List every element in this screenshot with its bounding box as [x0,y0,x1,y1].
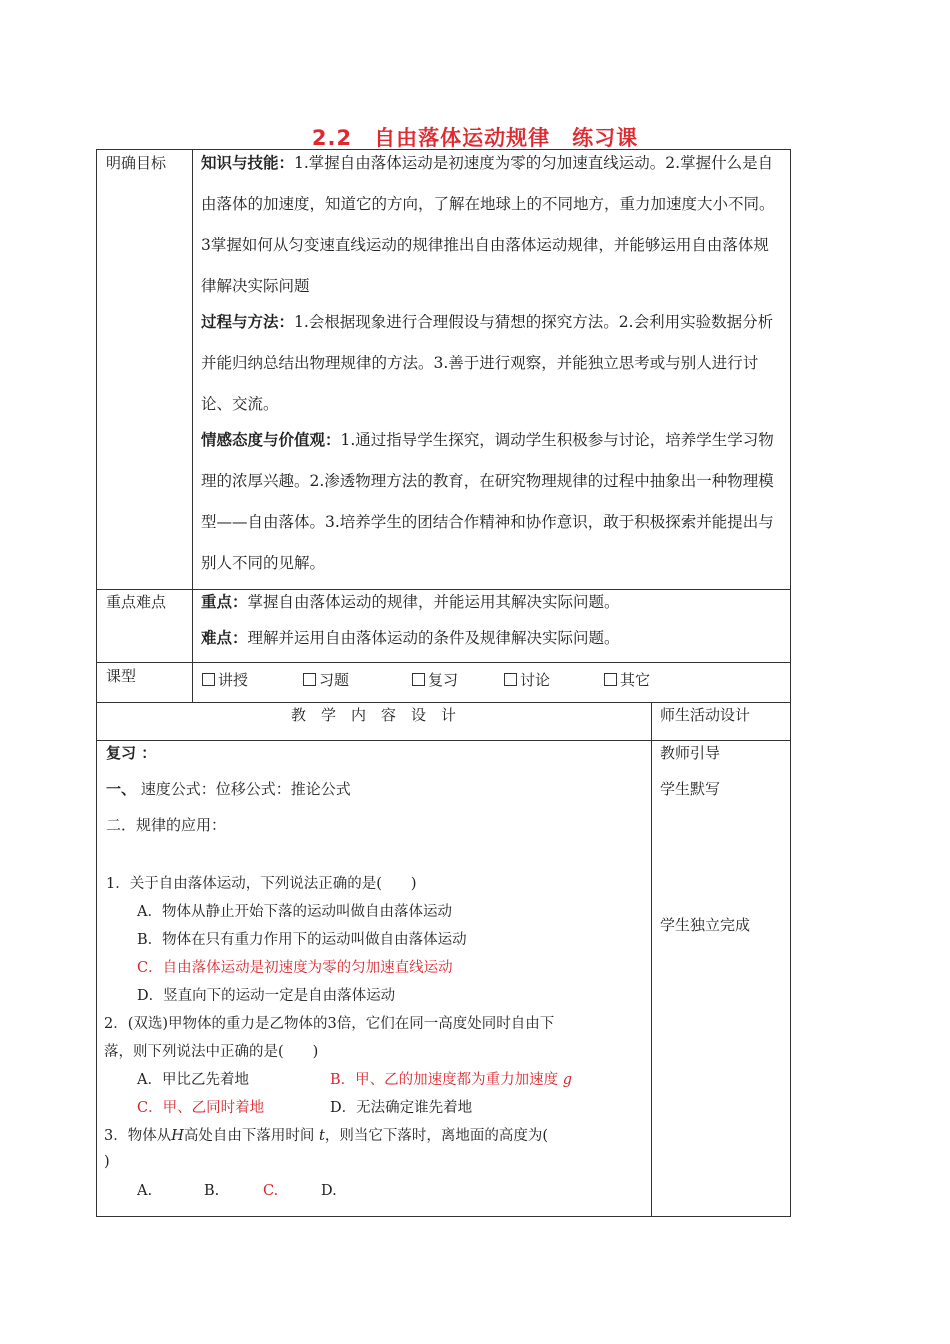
checkbox-icon [202,673,215,686]
activity-independent: 学生独立完成 [660,916,751,934]
emotion-content [201,420,783,584]
knowledge-text: 1.掌握自由落体运动是初速度为零的匀加速直线运动。2.掌握什么是自由落体的加速度，知道它的方向，了解在地球上的不同地方，重力加速度大小不同。3掌握如何从匀变速直线运动的规律推出自由落体运动规律，并能够运用自由落体规律解决实际问题 [201,154,775,295]
difficulty-text: 理解并运用自由落体运动的条件及规律解决实际问题。 [247,629,620,647]
q3-stem [104,1122,649,1150]
checkbox-icon [604,673,617,686]
q1-option-c: C．自由落体运动是初速度为零的匀加速直线运动 [137,960,453,976]
q1-option-b: B．物体在只有重力作用下的运动叫做自由落体运动 [137,932,467,948]
goals-content [201,143,783,307]
option-label: 习题 [319,671,350,689]
formula-line [106,769,351,810]
activity-teacher-guide: 教师引导 [660,744,721,762]
q2-option-b [330,1066,572,1094]
q1-option-a: A．物体从静止开始下落的运动叫做自由落体运动 [137,904,452,920]
q2-option-b-symbol: g [562,1072,573,1088]
checkbox-lecture[interactable] [202,669,248,690]
q3-option-b: B. [204,1183,220,1199]
process-heading: 过程与方法： [201,313,295,331]
difficulty-point [201,618,783,659]
goals-label: 明确目标 [106,154,167,172]
q3-option-a: A. [137,1183,153,1199]
option-label: 复习 [428,671,459,689]
checkbox-icon [412,673,425,686]
checkbox-other[interactable] [604,669,650,690]
checkbox-discussion[interactable] [504,669,550,690]
q2-option-d: D．无法确定谁先着地 [330,1100,473,1116]
q3-symbol-h: H [171,1128,184,1144]
focus-label: 重点难点 [106,593,167,611]
title-number: 2.2 [311,126,353,150]
title-text: 自由落体运动规律 [374,126,551,150]
activity-header: 师生活动设计 [660,706,751,724]
section-one-text: 速度公式：位移公式：推论公式 [136,780,351,798]
activity-dictation: 学生默写 [660,780,721,798]
key-text: 掌握自由落体运动的规律，并能运用其解决实际问题。 [247,593,620,611]
emotion-text: 1.通过指导学生探究，调动学生积极参与讨论，培养学生学习物理的浓厚兴趣。2.渗透物理方法的教育，在研究物理规律的过程中抽象出一种物理模型——自由落体。3.培养学生的团结合作精神和协作意识，敢于积极探索并能提出与别人不同的见解。 [201,431,774,572]
q3-symbol-t: t [319,1128,325,1144]
process-text: 1.会根据现象进行合理假设与猜想的探究方法。2.会利用实验数据分析并能归纳总结出物理规律的方法。3.善于进行观察，并能独立思考或与别人进行讨论、交流。 [201,313,774,413]
q3-text-c: ，则当它下落时，离地面的高度为( [324,1128,548,1144]
checkbox-review[interactable] [412,669,458,690]
option-label: 讨论 [520,671,551,689]
q3-stem-line2: ) [104,1154,110,1170]
q3-text-b: 高处自由下落用时间 [183,1128,315,1144]
emotion-heading: 情感态度与价值观： [201,431,341,449]
content-header: 教 学 内 容 设 计 [290,706,456,724]
q2-stem-line1: 2．(双选)甲物体的重力是乙物体的3倍，它们在同一高度处同时自由下 [104,1016,555,1032]
q1-option-d: D．竖直向下的运动一定是自由落体运动 [137,988,396,1004]
key-point [201,582,783,623]
checkbox-icon [504,673,517,686]
q2-option-c: C．甲、乙同时着地 [137,1100,265,1116]
key-heading: 重点： [201,593,248,611]
q2-stem-line2: 落，则下列说法中正确的是( ) [104,1044,319,1060]
option-label: 讲授 [218,671,249,689]
checkbox-exercise[interactable] [303,669,349,690]
difficulty-heading: 难点： [201,629,248,647]
q3-option-c: C. [263,1183,279,1199]
title-label: 练习课 [572,126,639,150]
q1-stem: 1．关于自由落体运动，下列说法正确的是( ) [106,876,417,892]
q2-option-b-text: B．甲、乙的加速度都为重力加速度 [330,1072,559,1088]
q3-text-a: 3．物体从 [104,1128,172,1144]
section-one-number: 一、 [106,780,137,798]
application-heading: 二．规律的应用： [106,816,227,834]
lesson-type-label: 课型 [106,667,137,685]
checkbox-icon [303,673,316,686]
option-label: 其它 [620,671,651,689]
knowledge-heading: 知识与技能： [201,154,295,172]
q2-option-a: A．甲比乙先着地 [137,1072,249,1088]
q3-option-d: D. [321,1183,337,1199]
process-content [201,302,783,425]
review-heading: 复习 ： [106,744,157,762]
